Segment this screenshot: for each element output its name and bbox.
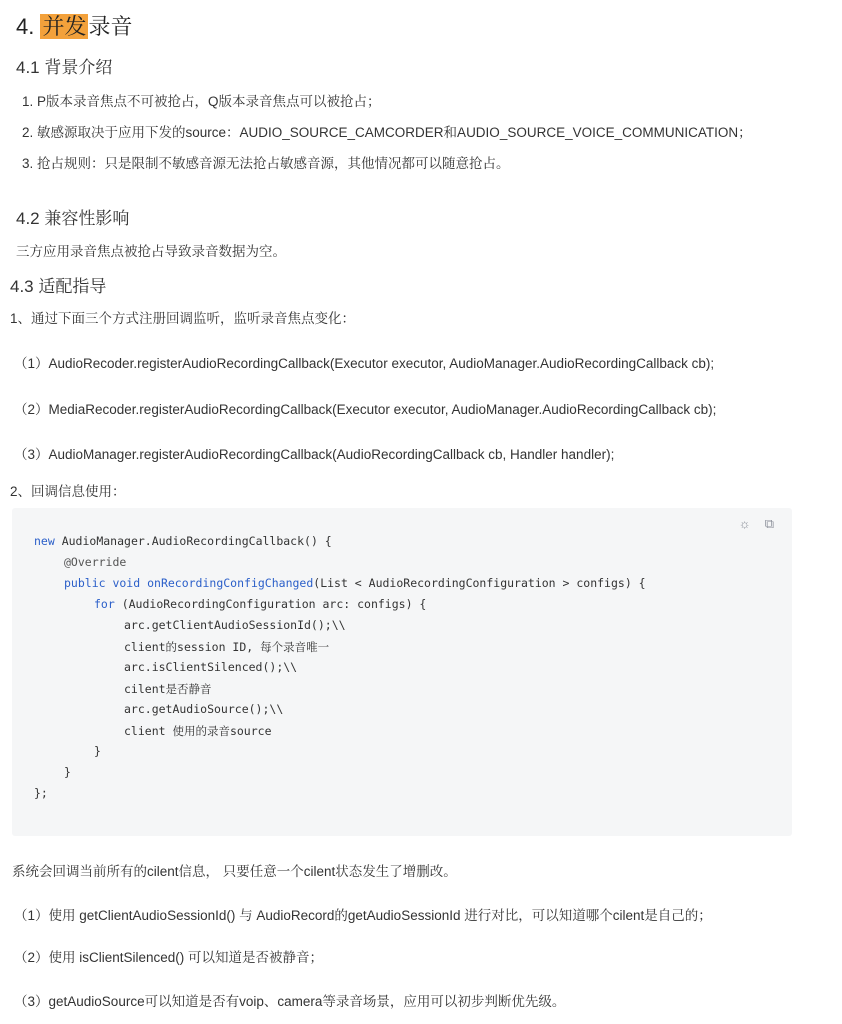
api-item: （3）AudioManager.registerAudioRecordingCallback(AudioRecordingCallback cb, Handler handler); [14,447,615,462]
list-item: 2. 敏感源取决于应用下发的source：AUDIO_SOURCE_CAMCORDER和AUDIO_SOURCE_VOICE_COMMUNICATION； [22,125,752,140]
code-text: AudioManager.AudioRecordingCallback() { [54,534,332,548]
sun-icon[interactable]: ☼ [738,516,751,531]
title-rest: 录音 [88,14,133,39]
code-line: cilent是否静音 [124,682,212,696]
point-item: （3）getAudioSource可以知道是否有voip、camera等录音场景，应用可以初步判断优先级。 [14,994,566,1009]
code-keyword: new [34,534,55,548]
code-line: client的session ID, 每个录音唯一 [124,640,330,654]
paragraph: 三方应用录音焦点被抢占导致录音数据为空。 [16,244,286,259]
point-item: （1）使用 getClientAudioSessionId() 与 AudioRecord的getAudioSessionId 进行对比，可以知道哪个cilent是自己的； [14,908,712,923]
paragraph: 2、回调信息使用： [10,484,126,499]
list-item: 3. 抢占规则：只是限制不敏感音源无法抢占敏感音源，其他情况都可以随意抢占。 [22,156,510,171]
code-text: (AudioRecordingConfiguration arc: configs) { [114,597,427,611]
code-line: arc.getClientAudioSessionId();\\ [124,618,346,632]
copy-icon[interactable]: ⧉ [764,516,774,531]
code-keyword: for [94,597,115,611]
code-line: arc.getAudioSource();\\ [124,702,284,716]
code-line: } [94,744,101,758]
list-item: 1. P版本录音焦点不可被抢占，Q版本录音焦点可以被抢占； [22,94,381,109]
code-line [34,534,332,548]
title-highlight: 并发 [42,14,87,39]
code-line: } [64,765,71,779]
title-number: 4. [16,14,41,39]
section-heading-4-1: 4.1 背景介绍 [16,58,113,77]
code-line: arc.isClientSilenced();\\ [124,660,298,674]
code-line [94,597,426,611]
api-item: （2）MediaRecoder.registerAudioRecordingCallback(Executor executor, AudioManager.AudioRecordingCallback cb); [14,402,717,417]
code-function: onRecordingConfigChanged [140,576,314,590]
code-line: client 使用的录音source [124,724,272,738]
code-keyword: public void [64,576,141,590]
section-heading-4-3: 4.3 适配指导 [10,277,107,296]
page-title [16,10,133,41]
code-text: (List < AudioRecordingConfiguration > configs) { [313,576,646,590]
paragraph: 1、通过下面三个方式注册回调监听，监听录音焦点变化： [10,311,356,326]
api-item: （1）AudioRecoder.registerAudioRecordingCallback(Executor executor, AudioManager.AudioRecordingCallback cb); [14,356,715,371]
code-line [64,576,646,590]
code-line: @Override [64,555,127,569]
point-item: （2）使用 isClientSilenced() 可以知道是否被静音； [14,950,324,965]
code-line: }; [34,786,48,800]
code-toolbar [739,516,774,532]
section-heading-4-2: 4.2 兼容性影响 [16,209,130,228]
paragraph: 系统会回调当前所有的cilent信息， 只要任意一个cilent状态发生了增删改。 [12,864,457,879]
code-block [12,508,792,836]
